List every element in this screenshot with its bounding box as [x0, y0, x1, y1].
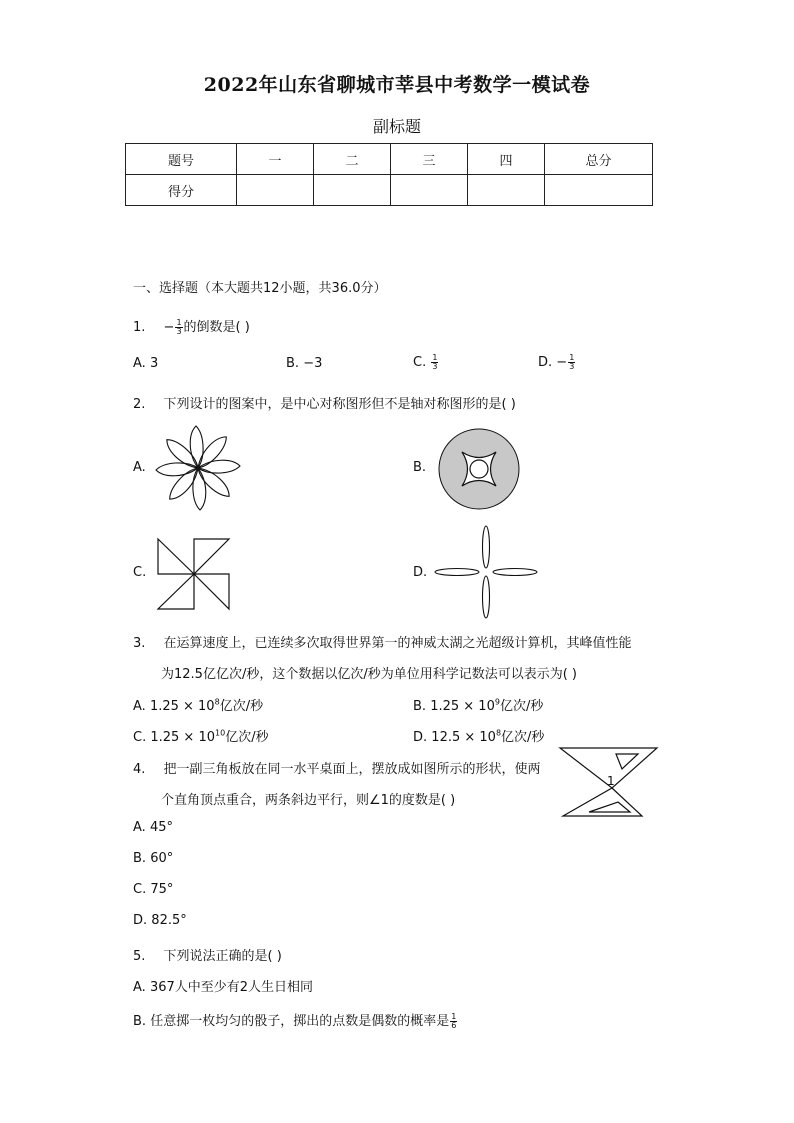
score-header-2: 二 [314, 144, 391, 175]
q1-a-label: A. [133, 356, 146, 371]
question-2 [133, 393, 516, 412]
q1-a-text: 3 [149, 356, 159, 371]
ellipses-figure [433, 524, 539, 620]
question-4-line-1 [133, 758, 541, 777]
q4-d-label: D. [133, 913, 148, 928]
q4-b-label: B. [133, 851, 147, 866]
q5-b-text: 任意掷一枚均匀的骰子，掷出的点数是偶数的概率是 [150, 1014, 450, 1029]
q1-d-fraction [568, 354, 575, 371]
flower-figure [153, 423, 243, 513]
q3-b-base: 1.25 × 10 [430, 699, 495, 714]
q1-d-den: 3 [569, 362, 575, 371]
q5-text: 下列说法正确的是( ) [163, 949, 282, 964]
q4-c-label: C. [133, 882, 147, 897]
q3-option-c[interactable] [133, 726, 269, 745]
q1-c-fraction [431, 354, 438, 371]
score-cell-total[interactable] [545, 175, 653, 206]
q4-option-d[interactable] [133, 913, 187, 928]
question-5 [133, 945, 282, 964]
q2-number: 2. [133, 397, 146, 412]
score-header-total: 总分 [545, 144, 653, 175]
q3-number: 3. [133, 636, 146, 651]
q2-option-a[interactable]: A. [133, 460, 146, 475]
score-cell-1[interactable] [237, 175, 314, 206]
q4-number: 4. [133, 762, 146, 777]
q5-a-label: A. [133, 980, 146, 995]
q1-frac-den: 3 [176, 327, 182, 336]
score-cell-3[interactable] [391, 175, 468, 206]
q1-option-a[interactable] [133, 356, 158, 371]
exam-subtitle: 副标题 [372, 117, 421, 136]
disk-star-figure [438, 428, 520, 510]
q3-c-base: 1.25 × 10 [150, 730, 216, 745]
q3-a-unit: 亿次/秒 [219, 699, 264, 714]
exam-title: 2022年山东省聊城市莘县中考数学一模试卷 [203, 74, 591, 96]
score-table-header-row [126, 144, 653, 175]
q3-option-b[interactable] [413, 695, 543, 714]
q4-c-text: 75° [150, 882, 174, 897]
q1-fraction [175, 319, 182, 336]
q1-d-num: 1 [569, 353, 575, 362]
section-heading: 一、选择题（本大题共12小题，共36.0分） [133, 281, 387, 296]
score-table [125, 143, 653, 206]
q1-c-label: C. [413, 355, 427, 370]
q4-a-label: A. [133, 820, 146, 835]
score-header-label: 题号 [126, 144, 237, 175]
q5-b-den: 6 [451, 1021, 457, 1030]
q3-d-label: D. [413, 730, 428, 745]
q3-c-exp: 10 [215, 728, 226, 738]
question-1 [133, 316, 250, 336]
q1-b-text: −3 [303, 356, 323, 371]
q1-frac-num: 1 [176, 318, 182, 327]
q4-angle-label: 1 [607, 774, 615, 788]
q1-option-b[interactable] [286, 356, 322, 371]
q1-text: 的倒数是( ) [183, 320, 250, 335]
q3-b-unit: 亿次/秒 [499, 699, 544, 714]
q3-line1: 在运算速度上，已连续多次取得世界第一的神威太湖之光超级计算机，其峰值性能 [163, 636, 632, 651]
q2-option-c[interactable]: C. [133, 565, 147, 580]
q1-option-c[interactable] [413, 354, 439, 371]
q5-b-label: B. [133, 1014, 147, 1029]
q3-a-label: A. [133, 699, 146, 714]
q5-option-a[interactable] [133, 976, 313, 995]
q1-c-num: 1 [432, 353, 438, 362]
q2-option-b[interactable]: B. [413, 460, 427, 475]
q5-option-b[interactable] [133, 1010, 458, 1030]
q1-d-prefix: − [556, 355, 568, 370]
q3-b-label: B. [413, 699, 427, 714]
q1-number: 1. [133, 320, 146, 335]
q4-option-b[interactable] [133, 851, 173, 866]
q1-d-label: D. [538, 355, 553, 370]
q5-number: 5. [133, 949, 146, 964]
q1-b-label: B. [286, 356, 300, 371]
q3-d-unit: 亿次/秒 [501, 730, 545, 745]
q3-a-base: 1.25 × 10 [149, 699, 215, 714]
q5-a-text: 367人中至少有2人生日相同 [149, 980, 314, 995]
q3-c-label: C. [133, 730, 147, 745]
q4-b-text: 60° [150, 851, 174, 866]
q2-text: 下列设计的图案中，是中心对称图形但不是轴对称图形的是( ) [163, 397, 516, 412]
score-header-3: 三 [391, 144, 468, 175]
q4-line1: 把一副三角板放在同一水平桌面上，摆放成如图所示的形状，使两 [163, 762, 541, 777]
q3-b-exp: 9 [494, 697, 500, 707]
score-cell-4[interactable] [468, 175, 545, 206]
q5-b-num: 1 [451, 1012, 457, 1021]
q3-d-exp: 8 [495, 728, 502, 738]
score-header-4: 四 [468, 144, 545, 175]
q3-option-a[interactable] [133, 695, 263, 714]
q1-c-den: 3 [432, 362, 438, 371]
question-4-line-2: 个直角顶点重合，两条斜边平行，则∠1的度数是( ) [161, 793, 456, 808]
score-header-1: 一 [237, 144, 314, 175]
q3-a-exp: 8 [214, 697, 220, 707]
q1-prefix: − [163, 320, 175, 335]
q5-b-fraction [450, 1013, 457, 1030]
score-table-score-row [126, 175, 653, 206]
q3-option-d[interactable] [413, 726, 544, 745]
q3-c-unit: 亿次/秒 [225, 730, 269, 745]
question-3-line-1 [133, 632, 632, 651]
q3-d-base: 12.5 × 10 [431, 730, 496, 745]
pinwheel-figure [157, 538, 231, 610]
q2-option-d[interactable]: D. [413, 565, 428, 580]
q4-option-a[interactable] [133, 820, 173, 835]
q4-d-text: 82.5° [151, 913, 187, 928]
q1-option-d[interactable] [538, 354, 576, 371]
score-row-label: 得分 [126, 175, 237, 206]
score-cell-2[interactable] [314, 175, 391, 206]
q4-option-c[interactable] [133, 882, 173, 897]
question-3-line-2: 为12.5亿亿次/秒，这个数据以亿次/秒为单位用科学记数法可以表示为( ) [161, 667, 577, 682]
q4-a-text: 45° [149, 820, 173, 835]
